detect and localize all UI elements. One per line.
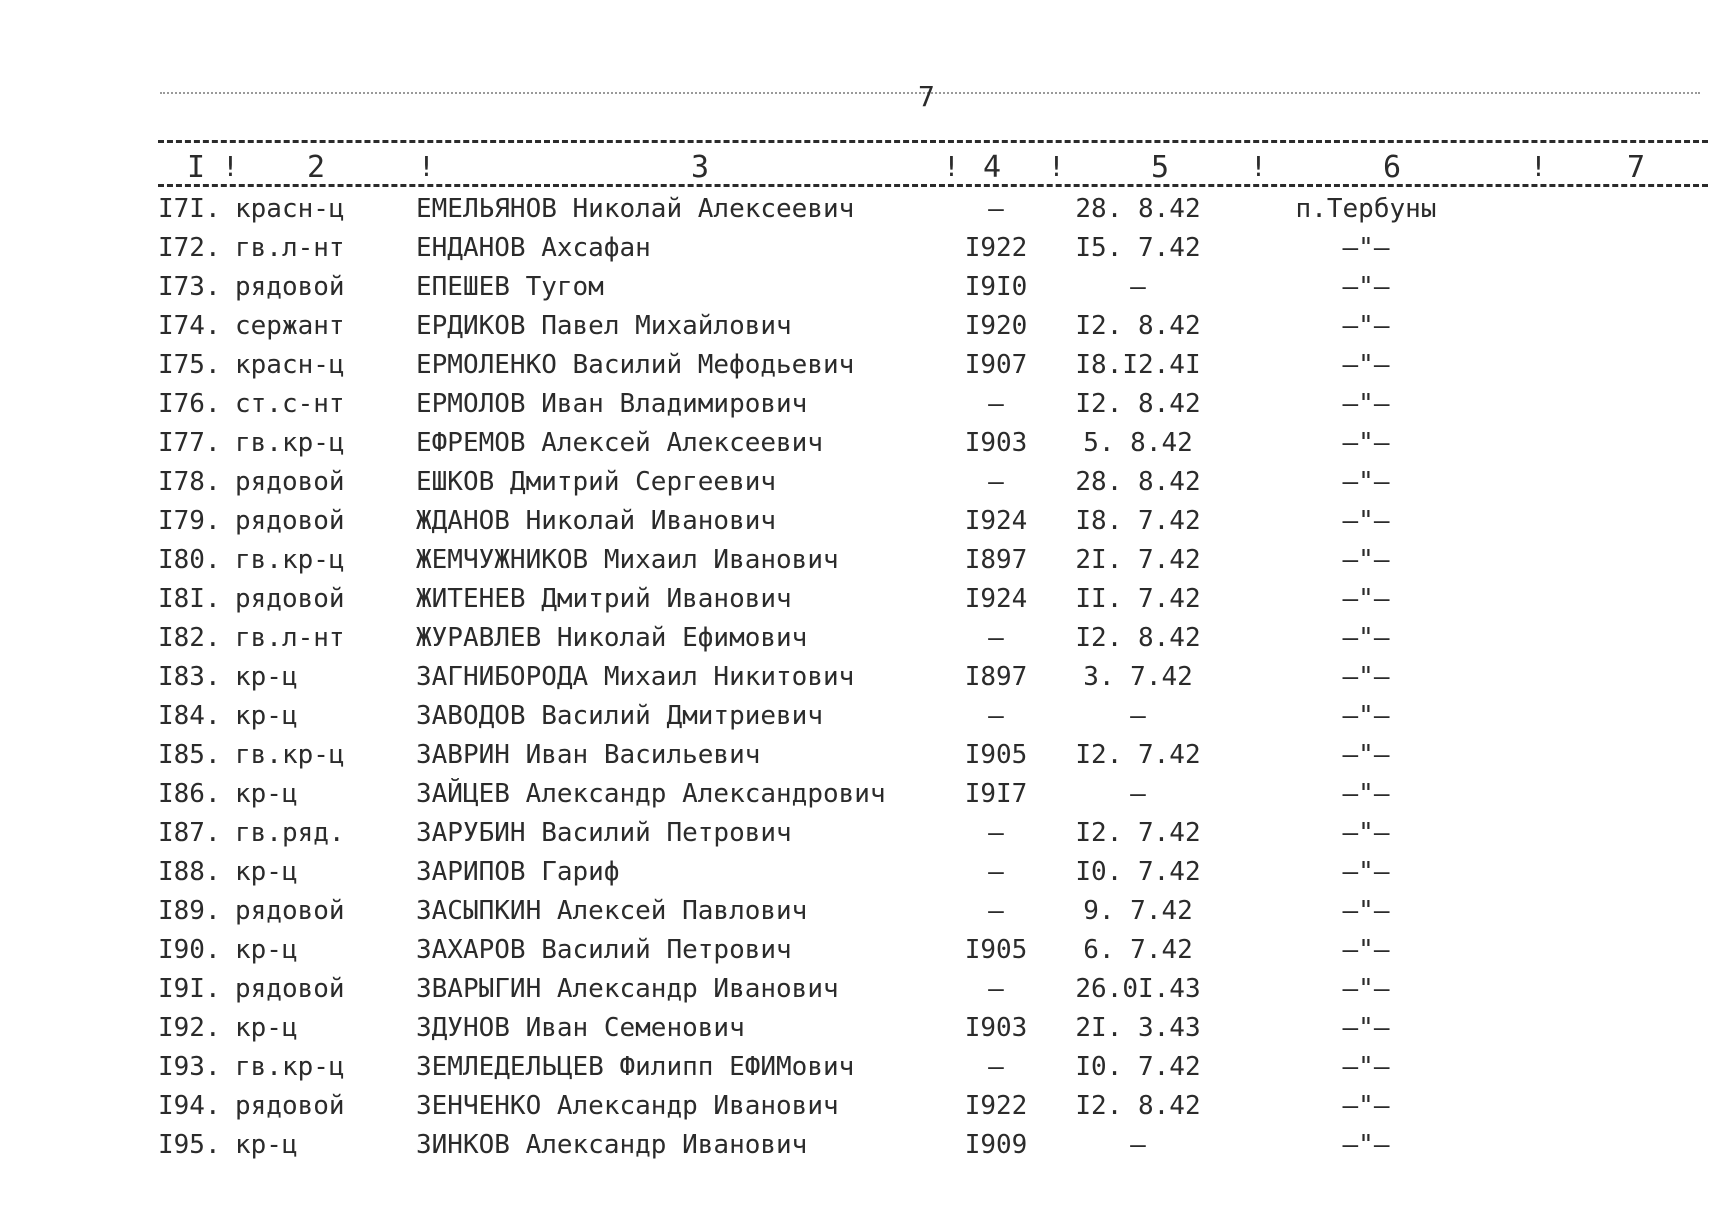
rank-cell: рядовой <box>235 506 345 536</box>
header-bottom-rule <box>158 184 1708 187</box>
row-number: I92. <box>158 1013 221 1043</box>
birth-year-cell: – <box>988 701 1004 731</box>
row-number: I82. <box>158 623 221 653</box>
name-cell: ЗЕНЧЕНКО Александр Иванович <box>416 1091 839 1121</box>
place-cell: –"– <box>1342 974 1390 1004</box>
table-row <box>0 467 1728 505</box>
table-row <box>0 935 1728 973</box>
rank-cell: сержант <box>235 311 345 341</box>
table-row <box>0 1091 1728 1129</box>
row-number: I76. <box>158 389 221 419</box>
name-cell: ЗАРИПОВ Гариф <box>416 857 620 887</box>
name-cell: ЗАВРИН Иван Васильевич <box>416 740 761 770</box>
rank-cell: рядовой <box>235 272 345 302</box>
column-separator: ! <box>1250 150 1267 183</box>
row-number: I9I. <box>158 974 221 1004</box>
row-number: I86. <box>158 779 221 809</box>
birth-year-cell: I9I0 <box>964 272 1028 302</box>
table-row <box>0 857 1728 895</box>
place-cell: –"– <box>1342 935 1390 965</box>
row-number: I94. <box>158 1091 221 1121</box>
rank-cell: гв.л-нт <box>235 233 345 263</box>
name-cell: ЕМЕЛЬЯНОВ Николай Алексеевич <box>416 194 855 224</box>
place-cell: –"– <box>1342 545 1390 575</box>
rank-cell: рядовой <box>235 584 345 614</box>
rank-cell: кр-ц <box>235 701 298 731</box>
name-cell: ЖИТЕНЕВ Дмитрий Иванович <box>416 584 792 614</box>
table-row <box>0 974 1728 1012</box>
name-cell: ЗВАРЫГИН Александр Иванович <box>416 974 839 1004</box>
table-row <box>0 1013 1728 1051</box>
rank-cell: гв.кр-ц <box>235 428 345 458</box>
column-header-6: 6 <box>1382 150 1402 185</box>
place-cell: –"– <box>1342 1091 1390 1121</box>
name-cell: ЗАЙЦЕВ Александр Александрович <box>416 779 886 809</box>
row-number: I89. <box>158 896 221 926</box>
name-cell: ЖУРАВЛЕВ Николай Ефимович <box>416 623 808 653</box>
table-row <box>0 389 1728 427</box>
table-row <box>0 701 1728 739</box>
place-cell: –"– <box>1342 779 1390 809</box>
date-cell: – <box>1130 272 1146 302</box>
date-cell: 3. 7.42 <box>1083 662 1193 692</box>
page-number: 7 <box>918 80 936 113</box>
name-cell: ЗАСЫПКИН Алексей Павлович <box>416 896 808 926</box>
date-cell: I2. 8.42 <box>1075 1091 1201 1121</box>
date-cell: – <box>1130 701 1146 731</box>
row-number: I88. <box>158 857 221 887</box>
birth-year-cell: – <box>988 896 1004 926</box>
rank-cell: кр-ц <box>235 935 298 965</box>
name-cell: ЖДАНОВ Николай Иванович <box>416 506 777 536</box>
row-number: I75. <box>158 350 221 380</box>
date-cell: I8.I2.4I <box>1075 350 1201 380</box>
date-cell: 6. 7.42 <box>1083 935 1193 965</box>
column-header-3: 3 <box>690 150 710 185</box>
rank-cell: кр-ц <box>235 1013 298 1043</box>
place-cell: –"– <box>1342 1052 1390 1082</box>
place-cell: –"– <box>1342 389 1390 419</box>
rank-cell: рядовой <box>235 896 345 926</box>
date-cell: 2I. 7.42 <box>1075 545 1201 575</box>
date-cell: I0. 7.42 <box>1075 1052 1201 1082</box>
table-row <box>0 740 1728 778</box>
table-row <box>0 350 1728 388</box>
place-cell: –"– <box>1342 1130 1390 1160</box>
row-number: I95. <box>158 1130 221 1160</box>
place-cell: –"– <box>1342 1013 1390 1043</box>
date-cell: – <box>1130 779 1146 809</box>
date-cell: 28. 8.42 <box>1075 467 1201 497</box>
name-cell: ЗИНКОВ Александр Иванович <box>416 1130 808 1160</box>
birth-year-cell: I9I7 <box>964 779 1028 809</box>
rank-cell: гв.ряд. <box>235 818 345 848</box>
rank-cell: ст.с-нт <box>235 389 345 419</box>
column-header-7: 7 <box>1626 150 1646 185</box>
name-cell: ЕРМОЛОВ Иван Владимирович <box>416 389 808 419</box>
birth-year-cell: – <box>988 1052 1004 1082</box>
name-cell: ЗАВОДОВ Василий Дмитриевич <box>416 701 823 731</box>
row-number: I8I. <box>158 584 221 614</box>
table-row <box>0 779 1728 817</box>
place-cell: –"– <box>1342 896 1390 926</box>
date-cell: 2I. 3.43 <box>1075 1013 1201 1043</box>
row-number: I93. <box>158 1052 221 1082</box>
place-cell: –"– <box>1342 818 1390 848</box>
name-cell: ЕПЕШЕВ Тугом <box>416 272 604 302</box>
name-cell: ЗАГНИБОРОДА Михаил Никитович <box>416 662 855 692</box>
date-cell: I5. 7.42 <box>1075 233 1201 263</box>
date-cell: 26.0I.43 <box>1075 974 1201 1004</box>
name-cell: ЕРДИКОВ Павел Михайлович <box>416 311 792 341</box>
place-cell: –"– <box>1342 233 1390 263</box>
rank-cell: гв.кр-ц <box>235 1052 345 1082</box>
row-number: I74. <box>158 311 221 341</box>
table-row <box>0 311 1728 349</box>
row-number: I7I. <box>158 194 221 224</box>
table-row <box>0 194 1728 232</box>
column-separator: ! <box>222 150 239 183</box>
column-separator: ! <box>943 150 960 183</box>
table-row <box>0 818 1728 856</box>
birth-year-cell: I924 <box>964 584 1028 614</box>
date-cell: I2. 8.42 <box>1075 311 1201 341</box>
column-separator: ! <box>418 150 435 183</box>
row-number: I77. <box>158 428 221 458</box>
place-cell: –"– <box>1342 311 1390 341</box>
row-number: I80. <box>158 545 221 575</box>
row-number: I79. <box>158 506 221 536</box>
birth-year-cell: – <box>988 389 1004 419</box>
date-cell: I2. 7.42 <box>1075 740 1201 770</box>
place-cell: –"– <box>1342 857 1390 887</box>
row-number: I73. <box>158 272 221 302</box>
rank-cell: кр-ц <box>235 662 298 692</box>
name-cell: ЗАРУБИН Василий Петрович <box>416 818 792 848</box>
rank-cell: гв.кр-ц <box>235 740 345 770</box>
rank-cell: кр-ц <box>235 857 298 887</box>
column-separator: ! <box>1530 150 1547 183</box>
table-row <box>0 233 1728 271</box>
birth-year-cell: I922 <box>964 233 1028 263</box>
place-cell: –"– <box>1342 740 1390 770</box>
table-row <box>0 545 1728 583</box>
column-header-4: 4 <box>982 150 1002 185</box>
table-row <box>0 272 1728 310</box>
date-cell: 5. 8.42 <box>1083 428 1193 458</box>
name-cell: ЗЕМЛЕДЕЛЬЦЕВ Филипп ЕФИМович <box>416 1052 855 1082</box>
column-separator: ! <box>1048 150 1065 183</box>
rank-cell: рядовой <box>235 467 345 497</box>
name-cell: ЗАХАРОВ Василий Петрович <box>416 935 792 965</box>
column-header-5: 5 <box>1150 150 1170 185</box>
birth-year-cell: I905 <box>964 740 1028 770</box>
table-row <box>0 1130 1728 1168</box>
birth-year-cell: I905 <box>964 935 1028 965</box>
birth-year-cell: – <box>988 818 1004 848</box>
row-number: I78. <box>158 467 221 497</box>
place-cell: –"– <box>1342 506 1390 536</box>
date-cell: – <box>1130 1130 1146 1160</box>
date-cell: II. 7.42 <box>1075 584 1201 614</box>
birth-year-cell: I920 <box>964 311 1028 341</box>
place-cell: –"– <box>1342 662 1390 692</box>
birth-year-cell: – <box>988 857 1004 887</box>
birth-year-cell: I903 <box>964 1013 1028 1043</box>
birth-year-cell: I903 <box>964 428 1028 458</box>
birth-year-cell: I897 <box>964 545 1028 575</box>
date-cell: I8. 7.42 <box>1075 506 1201 536</box>
name-cell: ЖЕМЧУЖНИКОВ Михаил Иванович <box>416 545 839 575</box>
rank-cell: рядовой <box>235 1091 345 1121</box>
date-cell: I2. 7.42 <box>1075 818 1201 848</box>
rank-cell: кр-ц <box>235 779 298 809</box>
birth-year-cell: I922 <box>964 1091 1028 1121</box>
table-row <box>0 623 1728 661</box>
rank-cell: гв.кр-ц <box>235 545 345 575</box>
place-cell: –"– <box>1342 428 1390 458</box>
place-cell: –"– <box>1342 350 1390 380</box>
row-number: I87. <box>158 818 221 848</box>
place-cell: п.Тербуны <box>1295 194 1437 224</box>
row-number: I83. <box>158 662 221 692</box>
name-cell: ЗДУНОВ Иван Семенович <box>416 1013 745 1043</box>
date-cell: I0. 7.42 <box>1075 857 1201 887</box>
birth-year-cell: – <box>988 467 1004 497</box>
table-row <box>0 896 1728 934</box>
place-cell: –"– <box>1342 623 1390 653</box>
row-number: I90. <box>158 935 221 965</box>
row-number: I84. <box>158 701 221 731</box>
name-cell: ЕРМОЛЕНКО Василий Мефодьевич <box>416 350 855 380</box>
date-cell: I2. 8.42 <box>1075 389 1201 419</box>
table-row <box>0 662 1728 700</box>
row-number: I72. <box>158 233 221 263</box>
row-number: I85. <box>158 740 221 770</box>
table-row <box>0 428 1728 466</box>
name-cell: ЕНДАНОВ Ахсафан <box>416 233 651 263</box>
birth-year-cell: I907 <box>964 350 1028 380</box>
rank-cell: красн-ц <box>235 194 345 224</box>
rank-cell: рядовой <box>235 974 345 1004</box>
table-row <box>0 506 1728 544</box>
place-cell: –"– <box>1342 701 1390 731</box>
table-row <box>0 584 1728 622</box>
place-cell: –"– <box>1342 272 1390 302</box>
birth-year-cell: I924 <box>964 506 1028 536</box>
birth-year-cell: I897 <box>964 662 1028 692</box>
date-cell: 9. 7.42 <box>1083 896 1193 926</box>
birth-year-cell: I909 <box>964 1130 1028 1160</box>
rank-cell: кр-ц <box>235 1130 298 1160</box>
rank-cell: красн-ц <box>235 350 345 380</box>
date-cell: I2. 8.42 <box>1075 623 1201 653</box>
place-cell: –"– <box>1342 467 1390 497</box>
birth-year-cell: – <box>988 194 1004 224</box>
column-header-1: I <box>186 150 206 185</box>
date-cell: 28. 8.42 <box>1075 194 1201 224</box>
birth-year-cell: – <box>988 974 1004 1004</box>
column-header-2: 2 <box>306 150 326 185</box>
name-cell: ЕФРЕМОВ Алексей Алексеевич <box>416 428 823 458</box>
rank-cell: гв.л-нт <box>235 623 345 653</box>
place-cell: –"– <box>1342 584 1390 614</box>
birth-year-cell: – <box>988 623 1004 653</box>
name-cell: ЕШКОВ Дмитрий Сергеевич <box>416 467 777 497</box>
header-top-rule <box>158 140 1708 143</box>
table-row <box>0 1052 1728 1090</box>
